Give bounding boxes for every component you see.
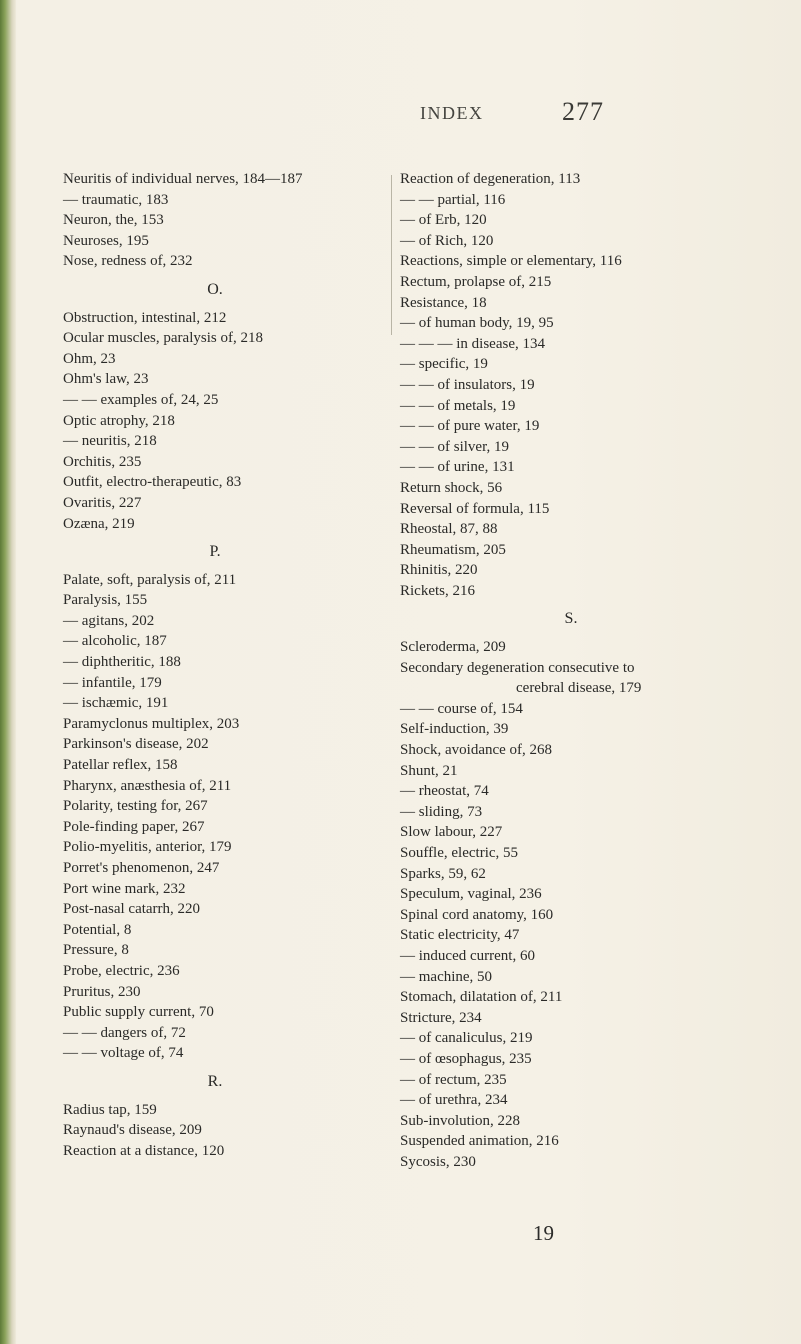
index-entry: Reversal of formula, 115 — [400, 500, 550, 517]
index-entry: Outfit, electro-therapeutic, 83 — [63, 474, 242, 491]
index-column-right — [400, 169, 790, 1173]
index-entry: Sycosis, 230 — [400, 1153, 476, 1170]
index-entry: Souffle, electric, 55 — [400, 845, 519, 861]
column-divider — [391, 175, 392, 335]
index-entry: — of Erb, 120 — [400, 212, 487, 229]
index-entry: Neuron, the, 153 — [63, 212, 164, 229]
index-entry: Speculum, vaginal, 236 — [400, 886, 542, 903]
index-entry: Rheumatism, 205 — [400, 541, 506, 558]
index-entry: Public supply current, 70 — [63, 1004, 214, 1021]
index-entry: cerebral disease, 179 — [516, 680, 642, 697]
index-entry: Self-induction, 39 — [400, 721, 509, 738]
index-entry: — of rectum, 235 — [400, 1071, 507, 1088]
index-entry: Suspended animation, 216 — [400, 1133, 559, 1150]
index-entry: — infantile, 179 — [63, 674, 162, 691]
index-entry: Stomach, dilatation of, 211 — [400, 989, 563, 1006]
index-entry: Parkinson's disease, 202 — [63, 736, 209, 753]
index-entry: Optic atrophy, 218 — [63, 412, 175, 429]
index-entry: — alcoholic, 187 — [63, 633, 167, 650]
index-entry: Paralysis, 155 — [63, 592, 148, 609]
index-entry: Ozæna, 219 — [63, 515, 135, 532]
index-entry: — sliding, 73 — [400, 803, 483, 820]
index-entry: — diphtheritic, 188 — [63, 654, 181, 671]
index-entry: Pruritus, 230 — [63, 983, 141, 1000]
index-entry: Ohm, 23 — [63, 350, 116, 367]
index-entry: — neuritis, 218 — [63, 433, 157, 450]
index-entry: — — of metals, 19 — [400, 397, 516, 414]
index-entry: Slow labour, 227 — [400, 824, 503, 841]
index-entry: — specific, 19 — [400, 356, 488, 373]
index-entry: Rhinitis, 220 — [400, 562, 478, 579]
index-entry: — — of pure water, 19 — [400, 418, 540, 435]
index-entry: — — of insulators, 19 — [400, 376, 535, 393]
index-entry: Obstruction, intestinal, 212 — [63, 309, 227, 326]
index-entry: — of œsophagus, 235 — [400, 1050, 532, 1067]
index-entry: Paramyclonus multiplex, 203 — [63, 715, 240, 732]
index-entry: — machine, 50 — [400, 968, 493, 985]
index-entry: Rheostal, 87, 88 — [400, 521, 498, 538]
index-entry: Orchitis, 235 — [63, 453, 142, 470]
index-entry: Ocular muscles, paralysis of, 218 — [63, 330, 263, 347]
signature-mark: 19 — [533, 1221, 554, 1245]
index-entry: — — of silver, 19 — [400, 438, 509, 455]
index-entry: — — of urine, 131 — [400, 459, 515, 476]
index-entry: — rheostat, 74 — [400, 783, 489, 800]
index-entry: — ischæmic, 191 — [63, 695, 169, 712]
index-entry: Shunt, 21 — [400, 762, 458, 779]
index-entry: Reaction of degeneration, 113 — [400, 171, 581, 187]
index-entry: — — voltage of, 74 — [63, 1045, 184, 1062]
index-entry: Static electricity, 47 — [400, 927, 520, 944]
section-letter: O. — [207, 280, 223, 298]
index-entry: Sparks, 59, 62 — [400, 865, 486, 882]
index-entry: Reactions, simple or elementary, 116 — [400, 253, 622, 270]
index-entry: Shock, avoidance of, 268 — [400, 742, 553, 759]
index-entry: — induced current, 60 — [400, 947, 535, 964]
index-entry: Pole-finding paper, 267 — [63, 818, 205, 835]
index-entry: Radius tap, 159 — [63, 1101, 157, 1118]
index-entry: Port wine mark, 232 — [63, 880, 186, 897]
index-entry: — traumatic, 183 — [63, 191, 169, 208]
index-entry: Raynaud's disease, 209 — [63, 1122, 202, 1139]
index-entry: Pharynx, anæsthesia of, 211 — [63, 777, 232, 794]
index-entry: Rectum, prolapse of, 215 — [400, 273, 552, 290]
index-entry: Polarity, testing for, 267 — [63, 798, 208, 815]
index-entry: — of Rich, 120 — [400, 232, 494, 249]
index-entry: Ovaritis, 227 — [63, 494, 142, 511]
page-header — [0, 97, 801, 129]
index-entry: Return shock, 56 — [400, 479, 503, 496]
index-entry: Stricture, 234 — [400, 1009, 482, 1026]
book-spine-edge — [0, 0, 16, 1344]
index-entry: Secondary degeneration consecutive to — [400, 659, 635, 676]
index-entry: — — examples of, 24, 25 — [63, 391, 219, 408]
section-letter: P. — [209, 543, 221, 561]
index-entry: Palate, soft, paralysis of, 211 — [63, 571, 237, 588]
index-entry: Potential, 8 — [63, 921, 132, 938]
index-entry: Post-nasal catarrh, 220 — [63, 901, 201, 918]
index-entry: Resistance, 18 — [400, 294, 487, 311]
running-title: INDEX — [420, 103, 484, 123]
index-entry: — agitans, 202 — [63, 612, 155, 629]
index-column-left — [63, 169, 383, 1161]
index-entry: — of human body, 19, 95 — [400, 315, 554, 332]
index-entry: Patellar reflex, 158 — [63, 757, 178, 774]
index-entry: — — partial, 116 — [400, 191, 506, 208]
index-entry: Probe, electric, 236 — [63, 962, 180, 979]
index-entry: Spinal cord anatomy, 160 — [400, 906, 554, 923]
index-entry: Rickets, 216 — [400, 582, 475, 599]
index-entry: Pressure, 8 — [63, 942, 129, 959]
index-entry: — of canaliculus, 219 — [400, 1030, 533, 1047]
index-entry: Scleroderma, 209 — [400, 639, 506, 656]
index-entry: Sub-involution, 228 — [400, 1112, 521, 1129]
index-entry: — — course of, 154 — [400, 700, 523, 717]
section-letter: R. — [207, 1072, 223, 1090]
index-entry: — — dangers of, 72 — [63, 1024, 186, 1041]
index-entry: Nose, redness of, 232 — [63, 253, 193, 270]
index-entry: Reaction at a distance, 120 — [63, 1142, 225, 1159]
index-entry: — — — in disease, 134 — [400, 335, 545, 352]
index-entry: Ohm's law, 23 — [63, 371, 149, 388]
index-entry: Porret's phenomenon, 247 — [63, 860, 220, 876]
index-entry: Neuroses, 195 — [63, 232, 149, 249]
index-entry: Neuritis of individual nerves, 184—187 — [63, 171, 303, 187]
section-letter: S. — [564, 610, 578, 628]
page-number: 277 — [562, 97, 604, 126]
index-entry: — of urethra, 234 — [400, 1092, 508, 1109]
index-entry: Polio-myelitis, anterior, 179 — [63, 839, 232, 856]
